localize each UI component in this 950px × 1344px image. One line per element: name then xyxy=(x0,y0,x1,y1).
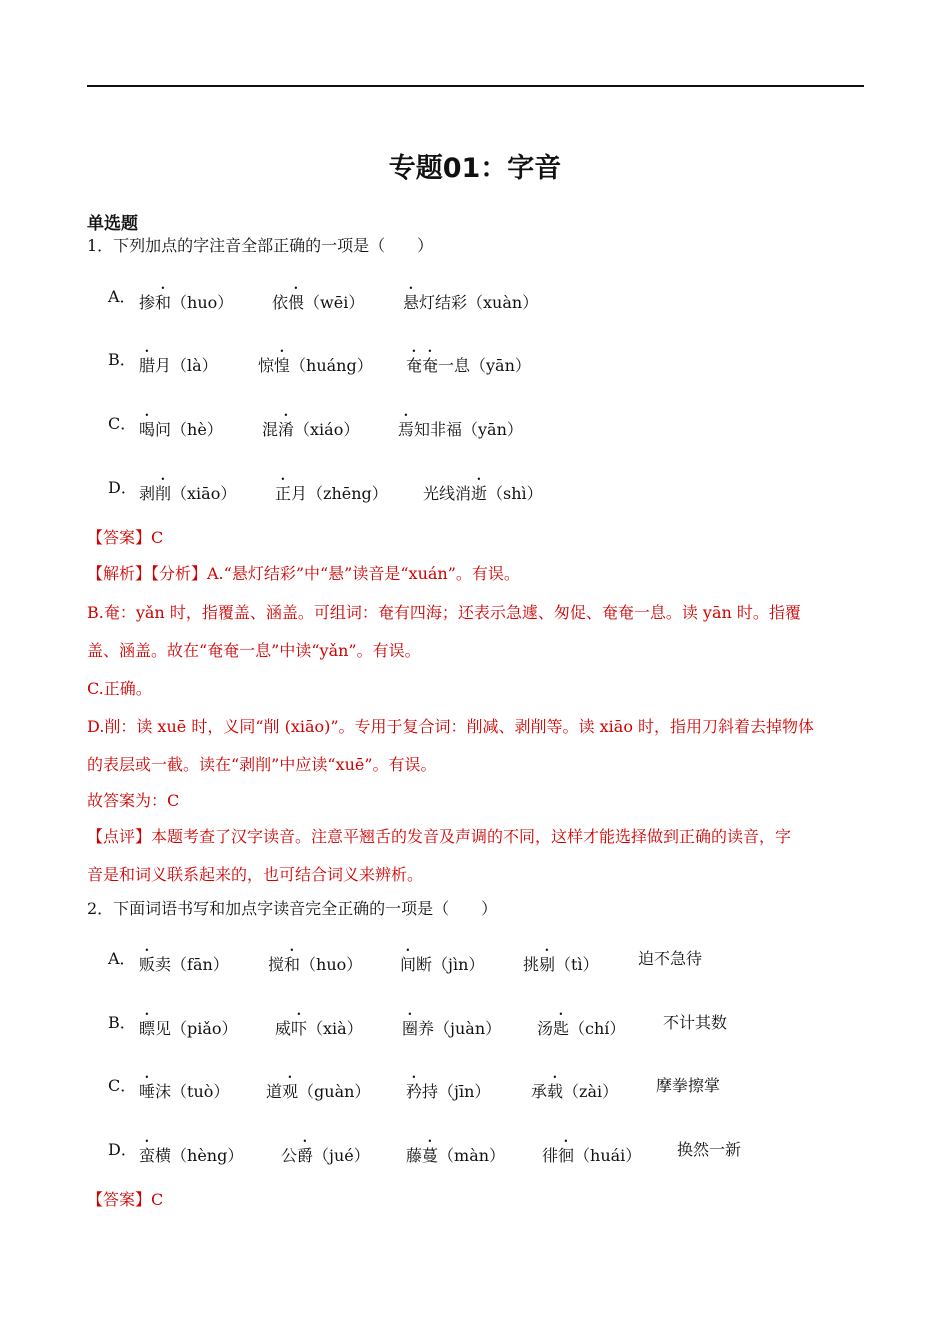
option-item xyxy=(268,946,362,975)
dotted-character: 贩 xyxy=(139,955,156,974)
word-prefix: 徘 xyxy=(542,1146,559,1165)
option-item xyxy=(406,1137,505,1166)
word-prefix: 换然一新 xyxy=(677,1140,742,1159)
dotted-character: 腊 xyxy=(139,356,156,375)
dotted-character: 蔓 xyxy=(422,1146,439,1165)
option-item xyxy=(272,284,364,313)
word-prefix: 公 xyxy=(281,1146,298,1165)
section-heading: 单选题 xyxy=(87,214,138,234)
option-item xyxy=(258,347,373,376)
option-item xyxy=(262,411,359,440)
option-label: A． xyxy=(108,287,136,306)
word-prefix: 依 xyxy=(272,293,289,312)
dotted-character: 惶 xyxy=(274,356,291,375)
analysis-line: 【点评】本题考查了汉字读音。注意平翘舌的发音及声调的不同，这样才能选择做到正确的读音，字 xyxy=(87,827,792,846)
option-item xyxy=(523,946,599,975)
word-suffix: 养（juàn） xyxy=(418,1019,502,1038)
analysis-line: 【解析】【分析】A.“悬灯结彩”中“悬”读音是“xuán”。有误。 xyxy=(87,564,520,583)
word-prefix: 摩拳擦掌 xyxy=(656,1076,721,1095)
option-item xyxy=(139,284,233,313)
dotted-character: 和 xyxy=(284,955,301,974)
dotted-character: 徊 xyxy=(558,1146,575,1165)
word-suffix: 卖（fān） xyxy=(155,955,229,974)
analysis-line: 盖、涵盖。故在“奄奄一息”中读“yǎn”。有误。 xyxy=(87,641,421,660)
dotted-character: 圈 xyxy=(402,1019,419,1038)
option-item xyxy=(400,946,484,975)
dotted-character: 逝 xyxy=(471,484,488,503)
dotted-character: 观 xyxy=(282,1082,299,1101)
question-2-stem: 2．下面词语书写和加点字读音完全正确的一项是（ ） xyxy=(87,899,498,918)
word-suffix: （huáng） xyxy=(290,356,373,375)
option-item xyxy=(275,1010,363,1039)
dotted-character: 和 xyxy=(155,293,172,312)
word-suffix: 一息（yān） xyxy=(438,356,531,375)
word-prefix: 混 xyxy=(262,420,279,439)
option-label: B． xyxy=(108,350,136,369)
word-suffix: 断（jìn） xyxy=(416,955,485,974)
word-suffix: （màn） xyxy=(438,1146,506,1165)
option-item xyxy=(398,411,523,440)
option-item xyxy=(406,347,531,376)
word-suffix: （huái） xyxy=(574,1146,642,1165)
dotted-character: 淆 xyxy=(278,420,295,439)
word-suffix: 月（là） xyxy=(155,356,218,375)
option-item xyxy=(139,1137,243,1166)
question-2-answer: 【答案】C xyxy=(87,1190,164,1209)
word-suffix: 沫（tuò） xyxy=(155,1082,230,1101)
dotted-character: 矜 xyxy=(406,1082,423,1101)
word-prefix: 惊 xyxy=(258,356,275,375)
dotted-character: 正 xyxy=(275,484,292,503)
page-title: 专题01：字音 xyxy=(388,153,562,184)
word-suffix: （huo） xyxy=(300,955,363,974)
word-suffix: （chí） xyxy=(569,1019,626,1038)
option-item xyxy=(275,475,388,504)
option-item xyxy=(139,946,229,975)
dotted-character: 悬 xyxy=(403,293,420,312)
analysis-line: 的表层或一截。读在“剥削”中应读“xuē”。有误。 xyxy=(87,755,437,774)
analysis-line: 故答案为：C xyxy=(87,791,180,810)
word-suffix: （tì） xyxy=(555,955,599,974)
word-suffix: 灯结彩（xuàn） xyxy=(419,293,539,312)
dotted-character: 载 xyxy=(547,1082,564,1101)
option-label: D． xyxy=(108,1140,137,1159)
dotted-character: 间 xyxy=(400,955,417,974)
word-suffix: （guàn） xyxy=(298,1082,371,1101)
word-prefix: 藤 xyxy=(406,1146,423,1165)
option-item xyxy=(537,1010,625,1039)
word-suffix: （zài） xyxy=(563,1082,619,1101)
option-item xyxy=(423,475,543,504)
analysis-line: D.削：读 xuē 时，义同“削 (xiāo)”。专用于复合词：削减、剥削等。读 xiāo 时，指用刀斜着去掉物体 xyxy=(87,717,815,736)
dotted-character: 偎 xyxy=(288,293,305,312)
word-prefix: 迫不急待 xyxy=(638,949,703,968)
option-item xyxy=(139,1010,238,1039)
word-prefix: 挑 xyxy=(523,955,540,974)
analysis-line: 音是和词义联系起来的，也可结合词义来辨析。 xyxy=(87,865,424,884)
option-item xyxy=(139,411,223,440)
word-suffix: 月（zhēng） xyxy=(291,484,388,503)
option-label: B． xyxy=(108,1013,136,1032)
dotted-character: 剔 xyxy=(539,955,556,974)
question-1-stem: 1．下列加点的字注音全部正确的一项是（ ） xyxy=(87,236,434,255)
dotted-character: 匙 xyxy=(553,1019,570,1038)
option-item xyxy=(403,284,538,313)
word-prefix: 剥 xyxy=(139,484,156,503)
word-suffix: 知非福（yān） xyxy=(414,420,523,439)
option-label: D． xyxy=(108,478,137,497)
option-item xyxy=(139,1073,229,1102)
option-label: C． xyxy=(108,414,137,433)
word-prefix: 不计其数 xyxy=(663,1013,728,1032)
option-item xyxy=(406,1073,490,1102)
word-prefix: 承 xyxy=(531,1082,548,1101)
option-item xyxy=(139,347,218,376)
option-item xyxy=(638,946,702,969)
word-suffix: 问（hè） xyxy=(155,420,223,439)
option-item xyxy=(266,1073,370,1102)
dotted-character: 喝 xyxy=(139,420,156,439)
dotted-character: 削 xyxy=(155,484,172,503)
word-suffix: （huo） xyxy=(171,293,234,312)
word-suffix: （xiáo） xyxy=(294,420,360,439)
option-item xyxy=(281,1137,370,1166)
word-suffix: （xià） xyxy=(307,1019,363,1038)
word-prefix: 汤 xyxy=(537,1019,554,1038)
analysis-line: C.正确。 xyxy=(87,679,152,698)
word-prefix: 威 xyxy=(275,1019,292,1038)
option-item xyxy=(663,1010,727,1033)
header-rule xyxy=(87,85,864,87)
option-item xyxy=(139,475,236,504)
word-prefix: 掺 xyxy=(139,293,156,312)
option-label: C． xyxy=(108,1076,137,1095)
word-suffix: 横（hèng） xyxy=(155,1146,244,1165)
word-suffix: （wēi） xyxy=(304,293,365,312)
option-item xyxy=(677,1137,741,1160)
question-1-answer: 【答案】C xyxy=(87,528,164,547)
option-item xyxy=(542,1137,641,1166)
word-prefix: 搅 xyxy=(268,955,285,974)
dotted-character: 吓 xyxy=(291,1019,308,1038)
dotted-character: 瞟 xyxy=(139,1019,156,1038)
option-label: A． xyxy=(108,949,136,968)
dotted-character: 爵 xyxy=(297,1146,314,1165)
dotted-character: 蛮 xyxy=(139,1146,156,1165)
dotted-character: 焉 xyxy=(398,420,415,439)
dotted-character: 唾 xyxy=(139,1082,156,1101)
word-suffix: 见（piǎo） xyxy=(155,1019,238,1038)
word-prefix: 道 xyxy=(266,1082,283,1101)
option-item xyxy=(402,1010,501,1039)
option-item xyxy=(531,1073,618,1102)
word-prefix: 光线消 xyxy=(423,484,472,503)
word-suffix: （shì） xyxy=(487,484,543,503)
word-suffix: （jué） xyxy=(313,1146,370,1165)
dotted-character: 奄奄 xyxy=(406,356,439,375)
word-suffix: （xiāo） xyxy=(171,484,237,503)
analysis-line: B.奄：yǎn 时，指覆盖、涵盖。可组词：奄有四海；还表示急遽、匆促、奄奄一息。读 yān 时。指覆 xyxy=(87,603,801,622)
word-suffix: 持（jīn） xyxy=(422,1082,491,1101)
option-item xyxy=(656,1073,720,1096)
